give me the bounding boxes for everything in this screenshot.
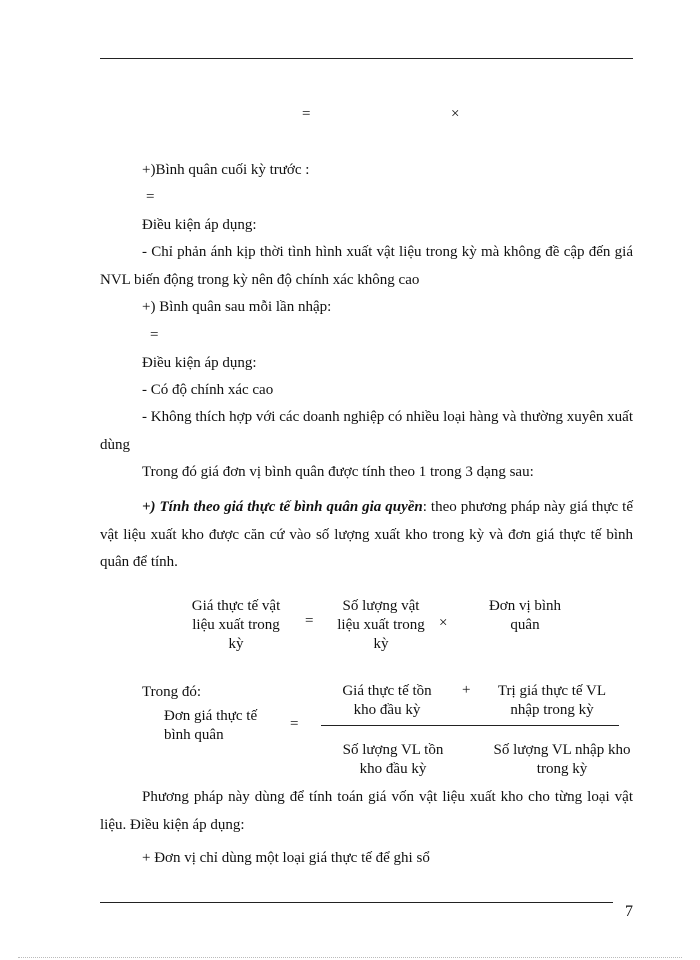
condition-label-1: Điều kiện áp dụng: xyxy=(142,217,257,233)
formula2-numerator-b: Trị giá thực tế VL nhập trong kỳ xyxy=(497,683,607,718)
after-note-2: - Không thích hợp với các doanh nghiệp có nhiều loại hàng và thường xuyên xuất dùng xyxy=(100,409,633,453)
header-rule xyxy=(100,58,633,59)
formula1-middle: Số lượng vật liệu xuất trong kỳ xyxy=(337,598,425,652)
formula2-left: Đơn giá thực tế bình quân xyxy=(164,708,258,743)
footer-rule xyxy=(100,902,613,903)
prev-avg-heading: +)Bình quân cuối kỳ trước : xyxy=(142,162,310,178)
prev-avg-note: - Chỉ phản ánh kịp thời tình hình xuất vật liệu trong kỳ mà không đề cập đến giá NVL biến động trong kỳ nên độ chính xác không cao xyxy=(100,244,633,288)
weighted-average-title: +) Tính theo giá thực tế bình quân gia quyền xyxy=(142,499,423,515)
weighted-average-text: : theo phương pháp này giá thực tế vật liệu xuất kho được căn cứ vào số lượng xuất kho trong kỳ và đơn giá thực tế bình quân để tính. xyxy=(100,499,633,570)
top-formula-times: × xyxy=(451,106,460,122)
unit-price-intro: Trong đó giá đơn vị bình quân được tính theo 1 trong 3 dạng sau: xyxy=(142,464,534,480)
top-formula-equals: = xyxy=(302,106,311,122)
method-paragraph: Phương pháp này dùng để tính toán giá vốn vật liệu xuất kho cho từng loại vật liệu. Điều kiện áp dụng: xyxy=(100,789,633,833)
prev-avg-equals: = xyxy=(146,189,155,205)
condition-label-2: Điều kiện áp dụng: xyxy=(142,355,257,371)
formula2-denominator-b: Số lượng VL nhập kho trong kỳ xyxy=(493,742,631,777)
formula2-equals: = xyxy=(290,716,299,732)
formula2-denominator-a: Số lượng VL tồn kho đầu kỳ xyxy=(342,742,444,777)
formula1-equals: = xyxy=(305,613,314,629)
page-number: 7 xyxy=(625,903,633,920)
page-edge-dotted-line xyxy=(18,957,682,958)
formula1-right: Đơn vị bình quân xyxy=(488,598,562,633)
after-note-1: - Có độ chính xác cao xyxy=(142,382,274,398)
weighted-average-paragraph xyxy=(100,494,633,577)
formula1-times: × xyxy=(439,615,448,631)
condition-item: + Đơn vị chỉ dùng một loại giá thực tế để ghi sổ xyxy=(142,850,430,866)
formula2-fraction-bar xyxy=(321,725,619,726)
after-import-equals: = xyxy=(150,327,159,343)
formula2-numerator-a: Giá thực tế tồn kho đầu kỳ xyxy=(342,683,432,718)
formula2-where-label: Trong đó: xyxy=(142,684,202,700)
formula1-left: Giá thực tế vật liệu xuất trong kỳ xyxy=(191,598,281,652)
after-import-heading: +) Bình quân sau mỗi lần nhập: xyxy=(142,299,332,315)
formula2-plus: + xyxy=(462,682,471,698)
